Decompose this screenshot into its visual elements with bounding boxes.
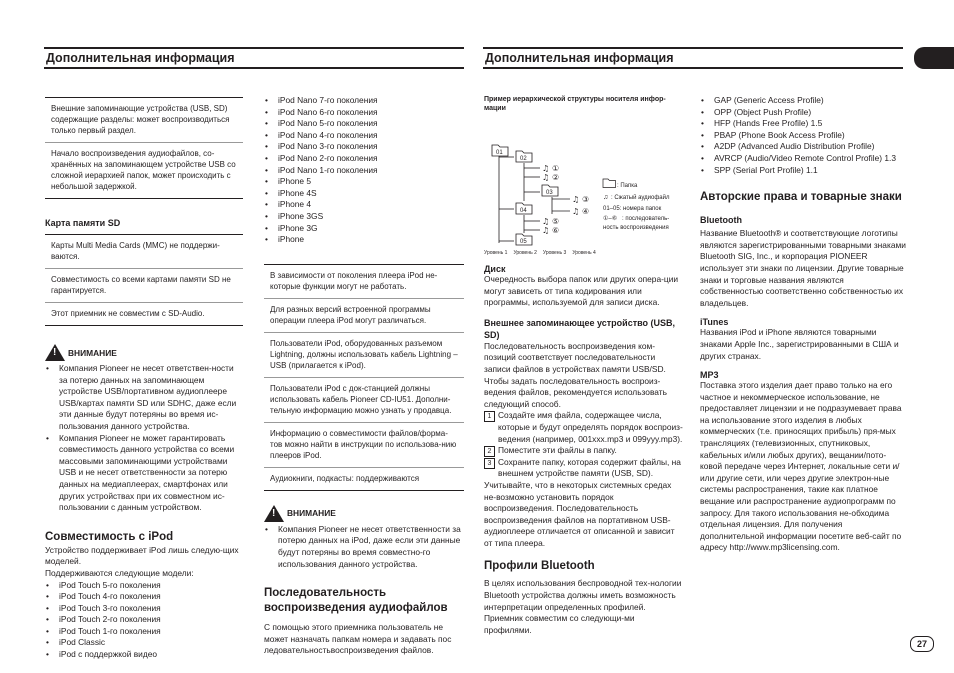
note: Для разных версий встроенной программы операции плеера iPod могут различаться.: [264, 299, 464, 333]
warning-list: [45, 363, 243, 514]
list-item: • iPod Touch 1-го поколения: [45, 626, 243, 638]
legend-range: 01–05: номера папок: [603, 206, 662, 212]
list-item: • iPod Touch 4-го поколения: [45, 591, 243, 603]
level-label: Уровень 4: [572, 250, 596, 256]
disc-text: Очередность выбора папок или других опера-ции могут зависеть от типа кодирования или программы, используемой для записи диска.: [484, 274, 679, 308]
file-icon: ♫: [542, 164, 550, 173]
level-label: Уровень 3: [542, 250, 567, 256]
note: Совместимость со всеми картами памяти SD не гарантируется.: [45, 269, 243, 303]
list-item: • iPhone 4: [264, 199, 464, 211]
list-item: • AVRCP (Audio/Video Remote Control Profile) 1.3: [700, 153, 906, 165]
list-item: • iPod Nano 1-го поколения: [264, 165, 464, 177]
folder-label: 04: [520, 208, 527, 214]
ipod-title: Совместимость с iPod: [45, 530, 174, 543]
file-icon: ♫: [542, 226, 550, 235]
after-steps-text: Учитывайте, что в некоторых системных средах не-возможно установить порядок воспроизведения. Последовательность воспроизведения файлов на портативном USB-аудиоплеере отличается от описанной и зависит от типа плеера.: [484, 479, 675, 548]
legend-seq-a: ①–⑥: [603, 216, 618, 222]
diagram-title: Пример иерархической структуры носителя инфор-мации: [484, 96, 666, 112]
bluetooth-profiles-title: Профили Bluetooth: [484, 560, 595, 573]
list-item: • iPod с поддержкой видео: [45, 649, 243, 661]
list-item: • iPod Touch 5-го поколения: [45, 580, 243, 592]
usb-title: Внешнее запоминающее устройство (USB, SD): [484, 317, 676, 340]
list-item: • OPP (Object Push Profile): [700, 107, 906, 119]
level-label: Уровень 1: [484, 250, 508, 256]
note: Внешние запоминающие устройства (USB, SD) содержащие разделы: может воспроизводиться только первый раздел.: [45, 98, 243, 143]
legend-folder-icon: [603, 179, 616, 188]
warning-title: ВНИМАНИЕ: [287, 508, 336, 519]
list-item: • iPod Nano 3-го поколения: [264, 141, 464, 153]
list-item: • Компания Pioneer не несет ответствен-ности за потерю данных на запоминающем устройстве USB/портативном аудиоплеере USB/картах памяти SD или SDHC, даже если эти данные будут потеряны во время ис-пользования данного устройства.: [45, 363, 243, 433]
sd-notes: [45, 234, 243, 326]
warning-icon: !: [45, 344, 65, 361]
usb-notes: [45, 97, 243, 199]
ipod-notes: [264, 264, 464, 491]
bluetooth-subtitle: Bluetooth: [700, 215, 742, 226]
step-number: 1: [484, 411, 495, 422]
column-4: [700, 95, 906, 554]
sequence-text: С помощью этого приемника пользователь не может назначать папкам номера и задавать пос ледовательностьвоспроизведения файлов.: [264, 622, 452, 656]
header-left-title: Дополнительная информация: [46, 51, 235, 65]
step-item: [484, 410, 684, 445]
list-item: • iPhone 3GS: [264, 211, 464, 223]
folder-tree-diagram: [484, 115, 684, 247]
file-icon: ♫: [542, 173, 550, 182]
ipod-text: Устройство поддерживает iPod лишь следую-щих моделей.: [45, 544, 239, 567]
header-right: [483, 47, 903, 69]
list-item: • iPod Nano 7-го поколения: [264, 95, 464, 107]
disc-title: Диск: [484, 264, 506, 274]
list-item: • iPhone: [264, 234, 464, 246]
step-item: [484, 445, 684, 457]
warning-heading: [45, 344, 243, 361]
sequence-title: Последовательность воспроизведения аудиофайлов: [264, 587, 448, 615]
usb-text: Последовательность воспроизведения ком-позиций соответствует последовательности записи файлов в устройствах памяти USB/SD. Чтобы задать последовательность воспроиз-ведения файлов, рекомендуется использовать следующий способ.: [484, 340, 667, 409]
folder-label: 03: [546, 190, 553, 196]
file-seq-label: ①: [552, 164, 560, 173]
column-1: [45, 97, 243, 661]
step-text: Поместите эти файлы в папку.: [498, 445, 617, 456]
header-left: [44, 47, 464, 69]
step-number: 3: [484, 458, 495, 469]
list-item: • PBAP (Phone Book Access Profile): [700, 130, 906, 142]
step-text: Сохраните папку, которая содержит файлы, на внешнем устройстве памяти (USB, SD).: [498, 456, 681, 479]
warning-list: [264, 524, 464, 570]
list-item: • Компания Pioneer не несет ответственности за потерю данных на iPod, даже если эти данные будут потеряны во время совместно-го использования данного устройства.: [264, 524, 464, 570]
mp3-subtitle: MP3: [700, 370, 719, 381]
mp3-text: Поставка этого изделия дает право только на его частное и некоммерческое использование, не предоставляет лицензии и не подразумевает права на использование этого изделия в любых коммерческих (т.е. приносящих прибыль) пря-мых трансляциях (телевизионных, спутниковых, кабельных и/или любых других), вещании/пото-ковой передаче через Интернет, локальные сети и/или другие сети, или через другие электрон-ные системы распространения, такие как платное вещание или распространение аудиопрограмм по запросу. Для такого использования не-обходима отдельная лицензия. Для получения дополнительной информации посетите веб-сайт по адресу http://www.mp3licensing.com.: [700, 380, 902, 553]
list-item: • iPhone 5: [264, 176, 464, 188]
ipod-text-2: Поддерживаются следующие модели:: [45, 567, 194, 578]
legend-seq-c: ность воспроизведения: [603, 225, 669, 231]
file-seq-label: ⑥: [552, 226, 560, 235]
list-item: • iPod Touch 3-го поколения: [45, 603, 243, 615]
step-text: Создайте имя файла, содержащее числа, которые и будут определять порядок воспроиз-ведения (например, 001xxx.mp3 и 099yyy.mp3).: [498, 410, 683, 444]
legend-seq-b: : последователь-: [622, 216, 670, 222]
itunes-subtitle: iTunes: [700, 317, 729, 328]
bluetooth-profiles-text: В целях использования беспроводной тех-нологии Bluetooth устройства должны иметь возможность интерпретации определенных профилей. Приемник совместим со следующи-ми профилями.: [484, 578, 682, 635]
note: В зависимости от поколения плеера iPod не-которые функции могут не работать.: [264, 265, 464, 299]
legend-file: : Сжатый аудиофайл: [611, 195, 670, 201]
list-item: • iPhone 4S: [264, 188, 464, 200]
bluetooth-text: Название Bluetooth® и соответствующие логотипы являются зарегистрированными товарными знаками Bluetooth SIG, Inc., и корпорация PIONEER использует эти знаки по лицензии. Другие товарные знаки и торговые названия являются собственностью соответственно собственностью их владельцев.: [700, 228, 906, 308]
file-icon: ♫: [572, 195, 580, 204]
note: Аудиокниги, подкасты: поддерживаются: [264, 468, 464, 491]
list-item: • iPod Touch 2-го поколения: [45, 614, 243, 626]
list-item: • A2DP (Advanced Audio Distribution Profile): [700, 141, 906, 153]
file-icon: ♫: [542, 217, 550, 226]
legend-folder: : Папка: [617, 183, 638, 189]
folder-label: 05: [520, 239, 527, 245]
column-2: [264, 95, 464, 657]
file-icon: ♫: [572, 207, 580, 216]
file-seq-label: ②: [552, 173, 560, 182]
step-item: [484, 457, 684, 480]
itunes-text: Названия iPod и iPhone являются товарными знаками Apple Inc., зарегистрированными в США и других странах.: [700, 327, 899, 361]
copyright-title: Авторские права и товарные знаки: [700, 191, 902, 204]
list-item: • iPod Classic: [45, 637, 243, 649]
list-item: • SPP (Serial Port Profile) 1.1: [700, 165, 906, 177]
ipod-models-2: [264, 95, 464, 246]
list-item: • HFP (Hands Free Profile) 1.5: [700, 118, 906, 130]
steps-list: [484, 410, 684, 480]
list-item: • iPhone 3G: [264, 223, 464, 235]
legend-file-icon: ♫: [603, 194, 609, 201]
level-label: Уровень 2: [513, 250, 537, 256]
sd-title: Карта памяти SD: [45, 218, 121, 228]
section-tab: [914, 47, 954, 69]
warning-icon: !: [264, 505, 284, 522]
note: Карты Multi Media Cards (MMC) не поддержи-ваются.: [45, 235, 243, 269]
note: Пользователи iPod, оборудованных разъемом Lightning, должны использовать кабель Lightning – USB (прилагается к iPod).: [264, 333, 464, 378]
profiles-list: [700, 95, 906, 176]
note: Информацию о совместимости файлов/форма-тов можно найти в инструкции по использова-нию плееров iPod.: [264, 423, 464, 468]
folder-label: 02: [520, 156, 527, 162]
warning-title: ВНИМАНИЕ: [68, 347, 117, 358]
note: Начало воспроизведения аудиофайлов, со-хранённых на запоминающем устройстве USB со сложной иерархией папок, может происходить с небольшой задержкой.: [45, 143, 243, 199]
file-seq-label: ⑤: [552, 217, 560, 226]
list-item: • GAP (Generic Access Profile): [700, 95, 906, 107]
warning-heading: [264, 505, 464, 522]
note: Пользователи iPod с док-станцией должны использовать кабель Pioneer CD-IU51. Дополни-тельную информацию можно узнать у продавца.: [264, 378, 464, 423]
file-seq-label: ③: [582, 195, 590, 204]
column-3: [484, 95, 684, 636]
note: Этот приемник не совместим с SD-Audio.: [45, 303, 243, 326]
list-item: • iPod Nano 2-го поколения: [264, 153, 464, 165]
step-number: 2: [484, 446, 495, 457]
list-item: • iPod Nano 5-го поколения: [264, 118, 464, 130]
file-seq-label: ④: [582, 207, 590, 216]
levels-row: [484, 250, 684, 256]
list-item: • Компания Pioneer не может гарантировать совместимость данного устройства со всеми массовыми запоминающими устройствами USB и не несет ответственности за потерю данных на медиаплеерах, смартфонах или других устройствах при их совместном ис-пользовании с данным устройством.: [45, 433, 243, 514]
page-number: 27: [910, 636, 934, 652]
list-item: • iPod Nano 6-го поколения: [264, 107, 464, 119]
header-right-title: Дополнительная информация: [485, 51, 674, 65]
folder-label: 01: [496, 150, 503, 156]
ipod-models: [45, 580, 243, 661]
list-item: • iPod Nano 4-го поколения: [264, 130, 464, 142]
